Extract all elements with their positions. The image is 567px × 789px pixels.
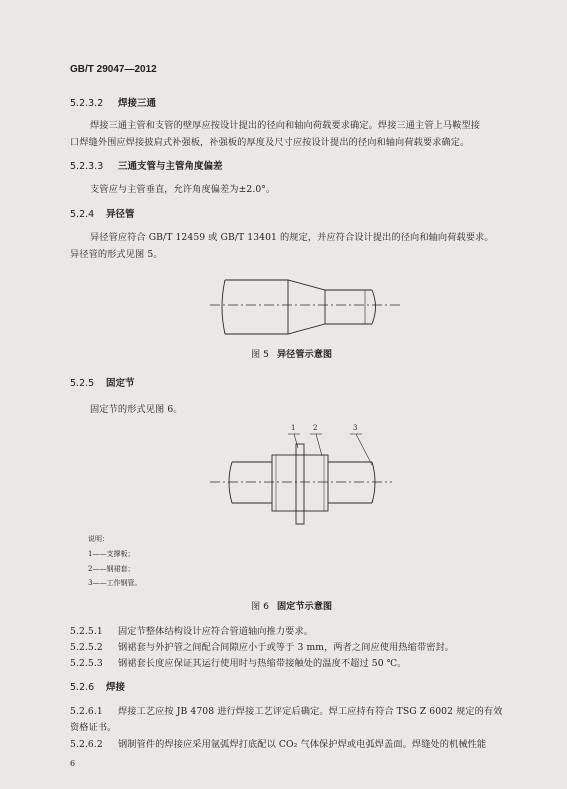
leader-line-3 <box>356 434 372 465</box>
callout-3: 3 <box>353 424 358 432</box>
clause-number: 5.2.5.2 <box>70 642 103 653</box>
section-number: 5.2.3.2 <box>70 98 104 109</box>
clause-text: 钢制管件的焊接应采用氩弧焊打底配以 CO₂ 气体保护焊或电弧焊盖面。焊缝处的机械性能 <box>118 739 487 750</box>
work-pipe-left-end <box>229 462 232 503</box>
section-title: 固定节 <box>106 378 135 389</box>
work-pipe-right-end <box>372 462 375 503</box>
paragraph-line: 资格证书。 <box>70 722 117 733</box>
section-number: 5.2.4 <box>70 209 95 220</box>
clause-text: 焊接工艺应按 JB 4708 进行焊接工艺评定后确定。焊工应持有符合 TSG Z 6002 规定的有效 <box>118 706 503 717</box>
legend-title: 说明： <box>88 535 109 543</box>
leader-line-2 <box>316 434 322 456</box>
figure-label: 图 5 <box>251 349 269 360</box>
paragraph-line: 固定节的形式见图 6。 <box>90 404 183 415</box>
section-title: 三通支管与主管角度偏差 <box>118 161 223 172</box>
clause-text: 固定节整体结构设计应符合管道轴向推力要求。 <box>118 626 314 637</box>
paragraph-line: 异径管的形式见图 5。 <box>70 249 163 260</box>
clause-5-2-6-1 <box>70 707 503 716</box>
legend-item: 3——工作钢管。 <box>88 579 142 587</box>
clause-5-2-5-1 <box>70 627 313 636</box>
figure-label: 图 6 <box>251 601 269 612</box>
section-title: 异径管 <box>106 209 135 220</box>
clause-number: 5.2.6.2 <box>70 739 103 750</box>
clause-text: 钢裙套与外护管之间配合间隙应小于或等于 3 mm，两者之间应使用热缩带密封。 <box>118 642 455 653</box>
paragraph-line: 异径管应符合 GB/T 12459 或 GB/T 13401 的规定，并应符合设计提出的径向和轴向荷载要求。 <box>90 232 494 243</box>
clause-5-2-6-2 <box>70 740 486 749</box>
callout-2: 2 <box>313 424 318 432</box>
legend-item: 2——钢裙套； <box>88 565 135 573</box>
paragraph-line: 焊接三通主管和支管的壁厚应按设计提出的径向和轴向荷载要求确定。焊接三通主管上马鞍型接 <box>90 120 481 131</box>
page-number: 6 <box>70 759 76 768</box>
legend-item: 1——支撑板； <box>88 550 135 558</box>
figure-title: 异径管示意图 <box>276 349 333 360</box>
clause-number: 5.2.5.3 <box>70 658 103 669</box>
section-number: 5.2.3.3 <box>70 161 104 172</box>
clause-5-2-5-3 <box>70 659 406 668</box>
clause-number: 5.2.6.1 <box>70 706 103 717</box>
support-plate <box>296 444 304 524</box>
clause-5-2-5-2 <box>70 643 454 652</box>
section-title: 焊接 <box>106 682 126 693</box>
section-number: 5.2.6 <box>70 682 95 693</box>
section-number: 5.2.5 <box>70 378 95 389</box>
section-title: 焊接三通 <box>118 98 157 109</box>
callout-1: 1 <box>291 424 296 432</box>
steel-sleeve <box>272 455 328 511</box>
heading-5-2-6 <box>70 683 125 693</box>
standard-number: GB/T 29047—2012 <box>70 64 157 75</box>
figure-title: 固定节示意图 <box>276 601 333 612</box>
paragraph-line: 支管应与主管垂直，允许角度偏差为±2.0°。 <box>90 184 276 195</box>
clause-number: 5.2.5.1 <box>70 626 103 637</box>
figure-6-caption <box>251 602 332 611</box>
paragraph-line: 口焊缝外围应焊接披肩式补强板，补强板的厚度及尺寸应按设计提出的径向和轴向荷载要求确定。 <box>70 137 470 148</box>
clause-text: 钢裙套长度应保证其运行使用时与热缩带接触处的温度不超过 50 ℃。 <box>118 658 407 669</box>
